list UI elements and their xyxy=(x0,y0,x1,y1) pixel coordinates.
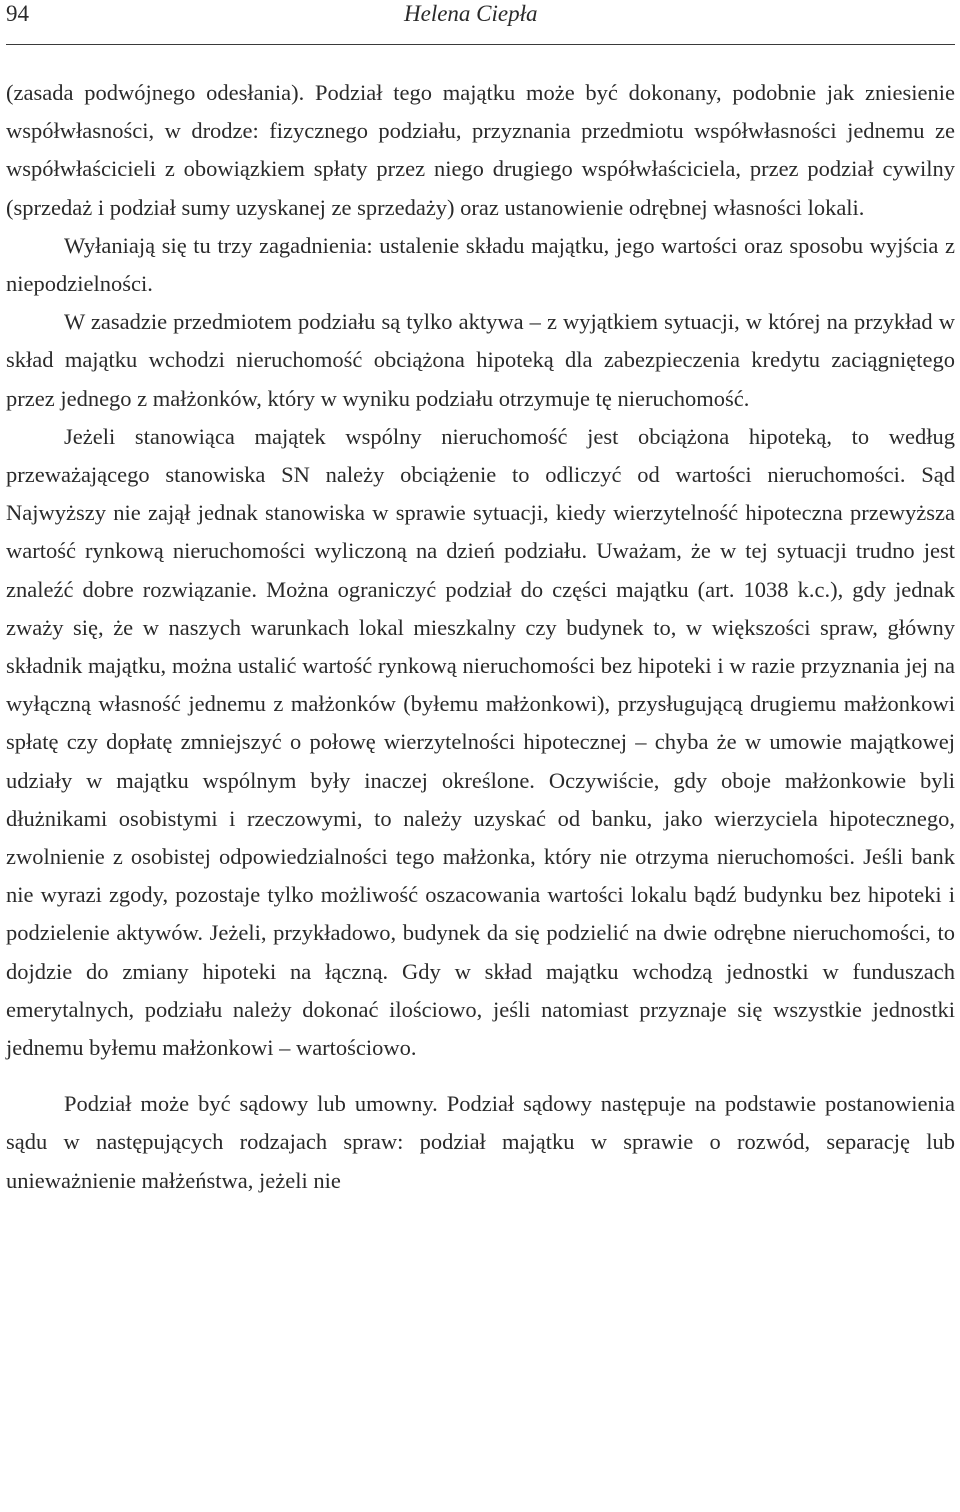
document-page xyxy=(6,0,955,1512)
page-number: 94 xyxy=(6,1,29,26)
paragraph: W zasadzie przedmiotem podziału są tylko aktywa – z wyjątkiem sytuacji, w której na przykład w skład majątku wchodzi nieruchomość obciążona hipoteką dla zabezpieczenia kredytu zaciągniętego przez jednego z małżonków, który w wyniku podziału otrzymuje tę nieruchomość. xyxy=(6,309,955,411)
paragraph: Podział może być sądowy lub umowny. Podział sądowy następuje na podstawie postanowienia sądu w następujących rodzajach spraw: podział majątku w sprawie o rozwód, separację lub unieważnienie małżeństwa, jeżeli nie xyxy=(6,1091,955,1193)
paragraph: Wyłaniają się tu trzy zagadnienia: ustalenie składu majątku, jego wartości oraz sposobu wyjścia z niepodzielności. xyxy=(6,232,955,297)
page-header xyxy=(6,0,955,45)
running-head-author: Helena Ciepła xyxy=(404,1,538,26)
body-text xyxy=(6,74,955,1200)
paragraph: Jeżeli stanowiąca majątek wspólny nieruchomość jest obciążona hipoteką, to według przeważającego stanowiska SN należy obciążenie to odliczyć od wartości nieruchomości. Sąd Najwyższy nie zajął jednak stanowiska w sprawie sytuacji, kiedy wierzytelność hipoteczna przewyższa wartość rynkową nieruchomości wyliczoną na dzień podziału. Uważam, że w tej sytuacji trudno jest znaleźć dobre rozwiązanie. Można ograniczyć podział do części majątku (art. 1038 k.c.), gdy jednak zważy się, że w naszych warunkach lokal mieszkalny czy budynek to, w większości spraw, główny składnik majątku, można ustalić wartość rynkową nieruchomości bez hipoteki i w razie przyznania jej na wyłączną własność jednemu z małżonków (byłemu małżonkowi), przysługującą drugiemu małżonkowi spłatę czy dopłatę zmniejszyć o połowę wierzytelności hipotecznej – chyba że w umowie majątkowej udziały w majątku wspólnym były inaczej określone. Oczywiście, gdy oboje małżonkowie byli dłużnikami osobistymi i rzeczowymi, to należy uzyskać od banku, jako wierzyciela hipotecznego, zwolnienie z osobistej odpowiedzialności tego małżonka, który nie otrzyma nieruchomości. Jeśli bank nie wyrazi zgody, pozostaje tylko możliwość oszacowania wartości lokalu bądź budynku bez hipoteki i podzielenie aktywów. Jeżeli, przykładowo, budynek da się podzielić na dwie odrębne nieruchomości, to dojdzie do zmiany hipoteki na łączną. Gdy w skład majątku wchodzą jednostki w funduszach emerytalnych, podziału należy dokonać ilościowo, jeśli natomiast przyznaje się wszystkie jednostki jednemu byłemu małżonkowi – wartościowo. xyxy=(6,423,955,1061)
paragraph-continuation: (zasada podwójnego odesłania). Podział tego majątku może być dokonany, podobnie jak zniesienie współwłasności, w drodze: fizycznego podziału, przyznania przedmiotu współwłasności jednemu ze współwłaścicieli z obowiązkiem spłaty przez niego drugiego współwłaściciela, przez podział cywilny (sprzedaż i podział sumy uzyskanej ze sprzedaży) oraz ustanowienie odrębnej własności lokali. xyxy=(6,80,955,220)
